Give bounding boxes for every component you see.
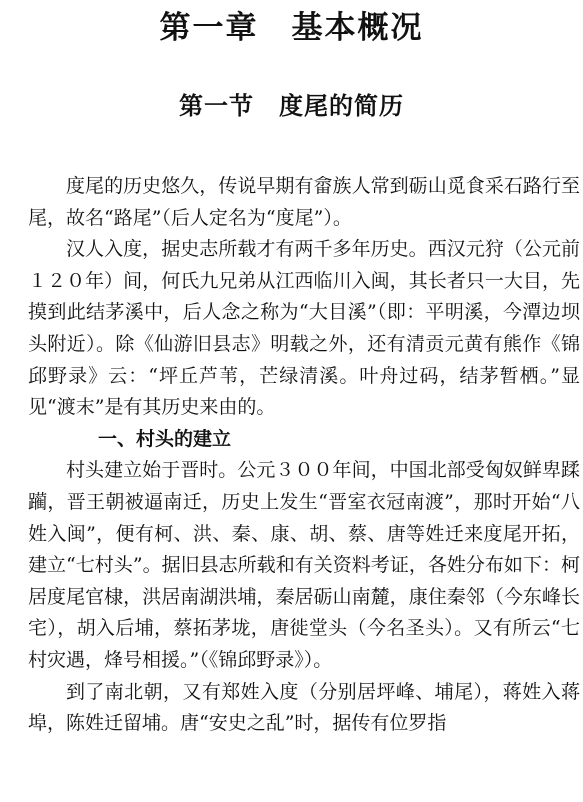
chapter-title: 第一章 基本概况 <box>159 10 424 46</box>
paragraph: 村头建立始于晋时。公元３００年间，中国北部受匈奴鲜卑蹂躏，晋王朝被逼南迁，历史上发生“晋室衣冠南渡”，那时开始“八姓入闽”，便有柯、洪、秦、康、胡、蔡、唐等姓迁来度尾开拓，建立“七村头”。据旧县志所载和有关资料考证，各姓分布如下：柯居度尾官棣，洪居南湖洪埔，秦居砺山南麓，康住秦邻（今东峰长宅），胡入后埔，蔡拓茅垅，唐徙堂头（今名圣头）。又有所云“七村灾遇，烽号相援。”（《锦邱野录》）。 <box>28 459 580 671</box>
paragraph: 汉人入度，据史志所载才有两千多年历史。西汉元狩（公元前１２０年）间，何氏九兄弟从江西临川入闽，其长者只一大目，先摸到此结茅溪中，后人念之称为“大目溪”（即：平明溪，今潭边坝头附近）。除《仙游旧县志》明载之外，还有清贡元黄有熊作《锦邱野录》云：“坪丘芦苇，芒绿清溪。叶舟过码，结茅暂栖。”显见“渡末”是有其历史来由的。 <box>28 238 580 419</box>
subsection-heading: 一、村头的建立 <box>98 427 232 450</box>
body-text <box>28 171 580 740</box>
paragraph: 到了南北朝，又有郑姓入度（分别居坪峰、埔尾），蒋姓入蒋埠，陈姓迁留埔。唐“安史之乱”时，据传有位罗指 <box>28 680 580 735</box>
section-title: 第一节 度尾的简历 <box>179 91 404 120</box>
paragraph: 度尾的历史悠久，传说早期有畲族人常到砺山觅食采石路行至尾，故名“路尾”（后人定名为“度尾”）。 <box>28 175 580 229</box>
